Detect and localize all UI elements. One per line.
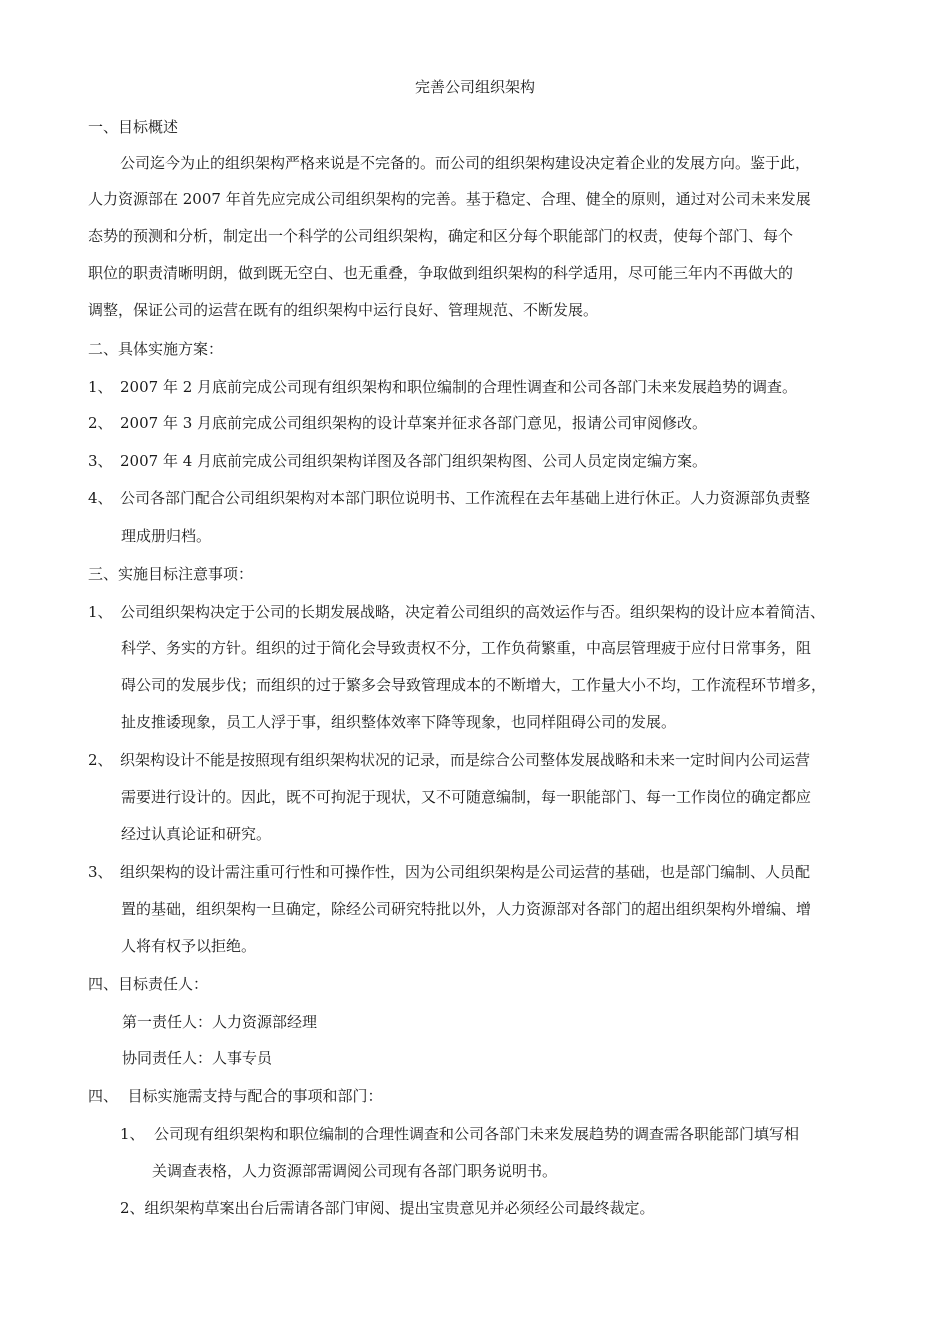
responsible-person: 协同责任人：人事专员	[122, 1049, 273, 1067]
list-item	[88, 376, 888, 398]
list-item-text: 2007 年 2 月底前完成公司现有组织架构和职位编制的合理性调查和公司各部门未来发展趋势的调查。	[120, 378, 798, 396]
list-item-continuation: 需要进行设计的。因此，既不可拘泥于现状，又不可随意编制，每一职能部门、每一工作岗位的确定都应	[121, 788, 812, 806]
paragraph-line: 职位的职责清晰明朗，做到既无空白、也无重叠，争取做到组织架构的科学适用，尽可能三年内不再做大的	[88, 264, 794, 282]
list-item	[88, 412, 888, 434]
list-item-text: 2007 年 3 月底前完成公司组织架构的设计草案并征求各部门意见，报请公司审阅修改。	[120, 414, 708, 432]
paragraph-line: 公司迄今为止的组织架构严格来说是不完备的。而公司的组织架构建设决定着企业的发展方向。鉴于此，	[120, 154, 811, 172]
list-item-continuation: 科学、务实的方针。组织的过于简化会导致责权不分，工作负荷繁重，中高层管理疲于应付日常事务，阻	[121, 639, 812, 657]
list-number: 1、	[88, 378, 113, 396]
section-heading: 四、目标责任人：	[88, 975, 209, 993]
list-number: 4、	[88, 489, 113, 507]
list-item-text: 2007 年 4 月底前完成公司组织架构详图及各部门组织架构图、公司人员定岗定编方案。	[120, 452, 708, 470]
list-item-continuation: 扯皮推诿现象，员工人浮于事，组织整体效率下降等现象，也同样阻碍公司的发展。	[121, 713, 677, 731]
list-item-text: 织架构设计不能是按照现有组织架构状况的记录，而是综合公司整体发展战略和未来一定时间内公司运营	[120, 751, 811, 769]
list-number: 2、	[88, 414, 113, 432]
section-heading: 三、实施目标注意事项：	[88, 565, 254, 583]
list-item-continuation: 关调查表格，人力资源部需调阅公司现有各部门职务说明书。	[152, 1162, 558, 1180]
list-number: 1、	[120, 1125, 145, 1143]
paragraph-line: 人力资源部在 2007 年首先应完成公司组织架构的完善。基于稳定、合理、健全的原则，通过对公司未来发展	[88, 190, 811, 208]
list-item-text: 公司组织架构决定于公司的长期发展战略，决定着公司组织的高效运作与否。组织架构的设计应本着简洁、	[120, 603, 826, 621]
section-heading: 四、 目标实施需支持与配合的事项和部门：	[88, 1087, 383, 1105]
list-item	[88, 749, 888, 771]
section-heading: 一、目标概述	[88, 118, 179, 136]
list-item-continuation: 人将有权予以拒绝。	[121, 937, 257, 955]
list-number: 3、	[88, 863, 113, 881]
paragraph-line: 态势的预测和分析，制定出一个科学的公司组织架构，确定和区分每个职能部门的权责，使每个部门、每个	[88, 227, 794, 245]
list-item-text: 公司各部门配合公司组织架构对本部门职位说明书、工作流程在去年基础上进行休正。人力资源部负责整	[120, 489, 811, 507]
list-item-continuation: 经过认真论证和研究。	[121, 825, 272, 843]
list-item	[88, 487, 888, 509]
list-item-continuation: 碍公司的发展步伐；而组织的过于繁多会导致管理成本的不断增大，工作量大小不均，工作流程环节增多，	[121, 676, 827, 694]
list-item	[88, 450, 888, 472]
paragraph-line: 调整，保证公司的运营在既有的组织架构中运行良好、管理规范、不断发展。	[88, 301, 599, 319]
responsible-person: 第一责任人：人力资源部经理	[122, 1013, 318, 1031]
list-number: 1、	[88, 603, 113, 621]
list-item-text: 公司现有组织架构和职位编制的合理性调查和公司各部门未来发展趋势的调查需各职能部门填写相	[154, 1125, 800, 1143]
section-heading: 二、具体实施方案：	[88, 340, 224, 358]
list-item	[88, 861, 888, 883]
page-title: 完善公司组织架构	[414, 78, 535, 96]
list-number: 2、	[88, 751, 113, 769]
list-item: 2、组织架构草案出台后需请各部门审阅、提出宝贵意见并必须经公司最终裁定。	[120, 1199, 655, 1217]
list-item-continuation: 理成册归档。	[121, 527, 212, 545]
list-item-text: 组织架构的设计需注重可行性和可操作性，因为公司组织架构是公司运营的基础，也是部门编制、人员配	[120, 863, 811, 881]
list-item-continuation: 置的基础，组织架构一旦确定，除经公司研究特批以外，人力资源部对各部门的超出组织架构外增编、增	[121, 900, 812, 918]
list-number: 3、	[88, 452, 113, 470]
list-item	[120, 1123, 920, 1145]
list-item	[88, 601, 888, 623]
